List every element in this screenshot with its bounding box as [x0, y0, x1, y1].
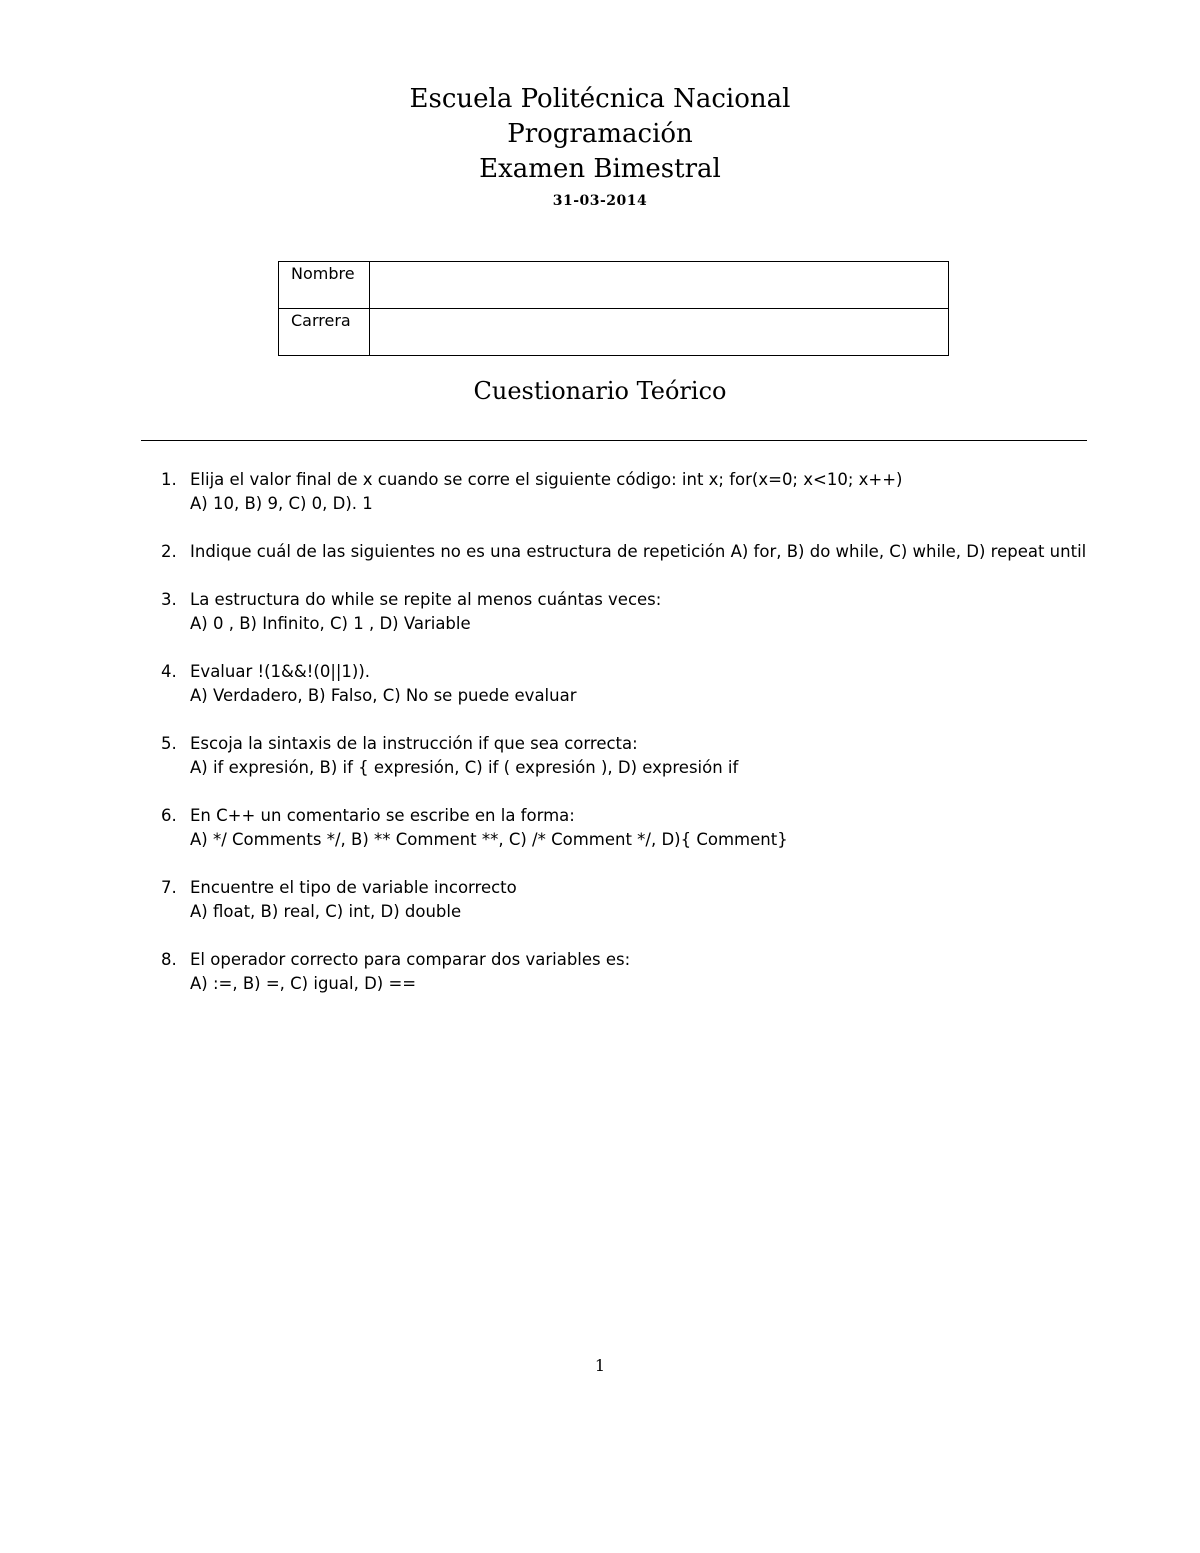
exam-header [0, 82, 1200, 211]
question-number: 6. [161, 806, 177, 825]
question-text: La estructura do while se repite al menos cuántas veces: [190, 590, 662, 609]
question-text: Indique cuál de las siguientes no es una estructura de repetición A) for, B) do while, C) while, D) repeat until [190, 542, 1087, 561]
horizontal-divider [141, 440, 1087, 441]
question-number: 1. [161, 470, 177, 489]
student-info-table [278, 261, 949, 356]
table-row [279, 309, 949, 356]
question-number: 7. [161, 878, 177, 897]
question-item [141, 804, 1087, 852]
career-field[interactable] [370, 309, 949, 356]
question-item [141, 732, 1087, 780]
page-number: 1 [594, 1356, 606, 1375]
question-number: 5. [161, 734, 177, 753]
exam-date: 31-03-2014 [552, 193, 648, 209]
question-number: 2. [161, 542, 177, 561]
question-text: Escoja la sintaxis de la instrucción if que sea correcta: [190, 734, 638, 753]
question-item [141, 876, 1087, 924]
question-list [141, 468, 1087, 1020]
question-options: A) float, B) real, C) int, D) double [190, 902, 462, 921]
name-field[interactable] [370, 262, 949, 309]
question-item [141, 660, 1087, 708]
course-name: Programación [507, 119, 693, 149]
question-options: A) if expresión, B) if { expresión, C) if ( expresión ), D) expresión if [190, 758, 739, 777]
question-number: 8. [161, 950, 177, 969]
question-options: A) Verdadero, B) Falso, C) No se puede evaluar [190, 686, 577, 705]
question-item [141, 468, 1087, 516]
question-options: A) 0 , B) Infinito, C) 1 , D) Variable [190, 614, 471, 633]
question-text: En C++ un comentario se escribe en la forma: [190, 806, 575, 825]
question-text: El operador correcto para comparar dos variables es: [190, 950, 631, 969]
question-text: Elija el valor final de x cuando se corre el siguiente código: int x; for(x=0; x<10; x++) [190, 470, 903, 489]
table-row [279, 262, 949, 309]
exam-title: Examen Bimestral [479, 154, 721, 184]
question-text: Evaluar !(1&&!(0||1)). [190, 662, 371, 681]
institution-name: Escuela Politécnica Nacional [409, 84, 791, 114]
question-item [141, 588, 1087, 636]
question-options: A) 10, B) 9, C) 0, D). 1 [190, 494, 373, 513]
question-item [141, 540, 1087, 564]
question-options: A) :=, B) =, C) igual, D) == [190, 974, 417, 993]
section-title: Cuestionario Teórico [473, 377, 727, 405]
question-options: A) */ Comments */, B) ** Comment **, C) /* Comment */, D){ Comment} [190, 830, 788, 849]
question-item [141, 948, 1087, 996]
question-text: Encuentre el tipo de variable incorrecto [190, 878, 517, 897]
question-number: 4. [161, 662, 177, 681]
question-number: 3. [161, 590, 177, 609]
name-label: Nombre [279, 262, 370, 309]
career-label: Carrera [279, 309, 370, 356]
